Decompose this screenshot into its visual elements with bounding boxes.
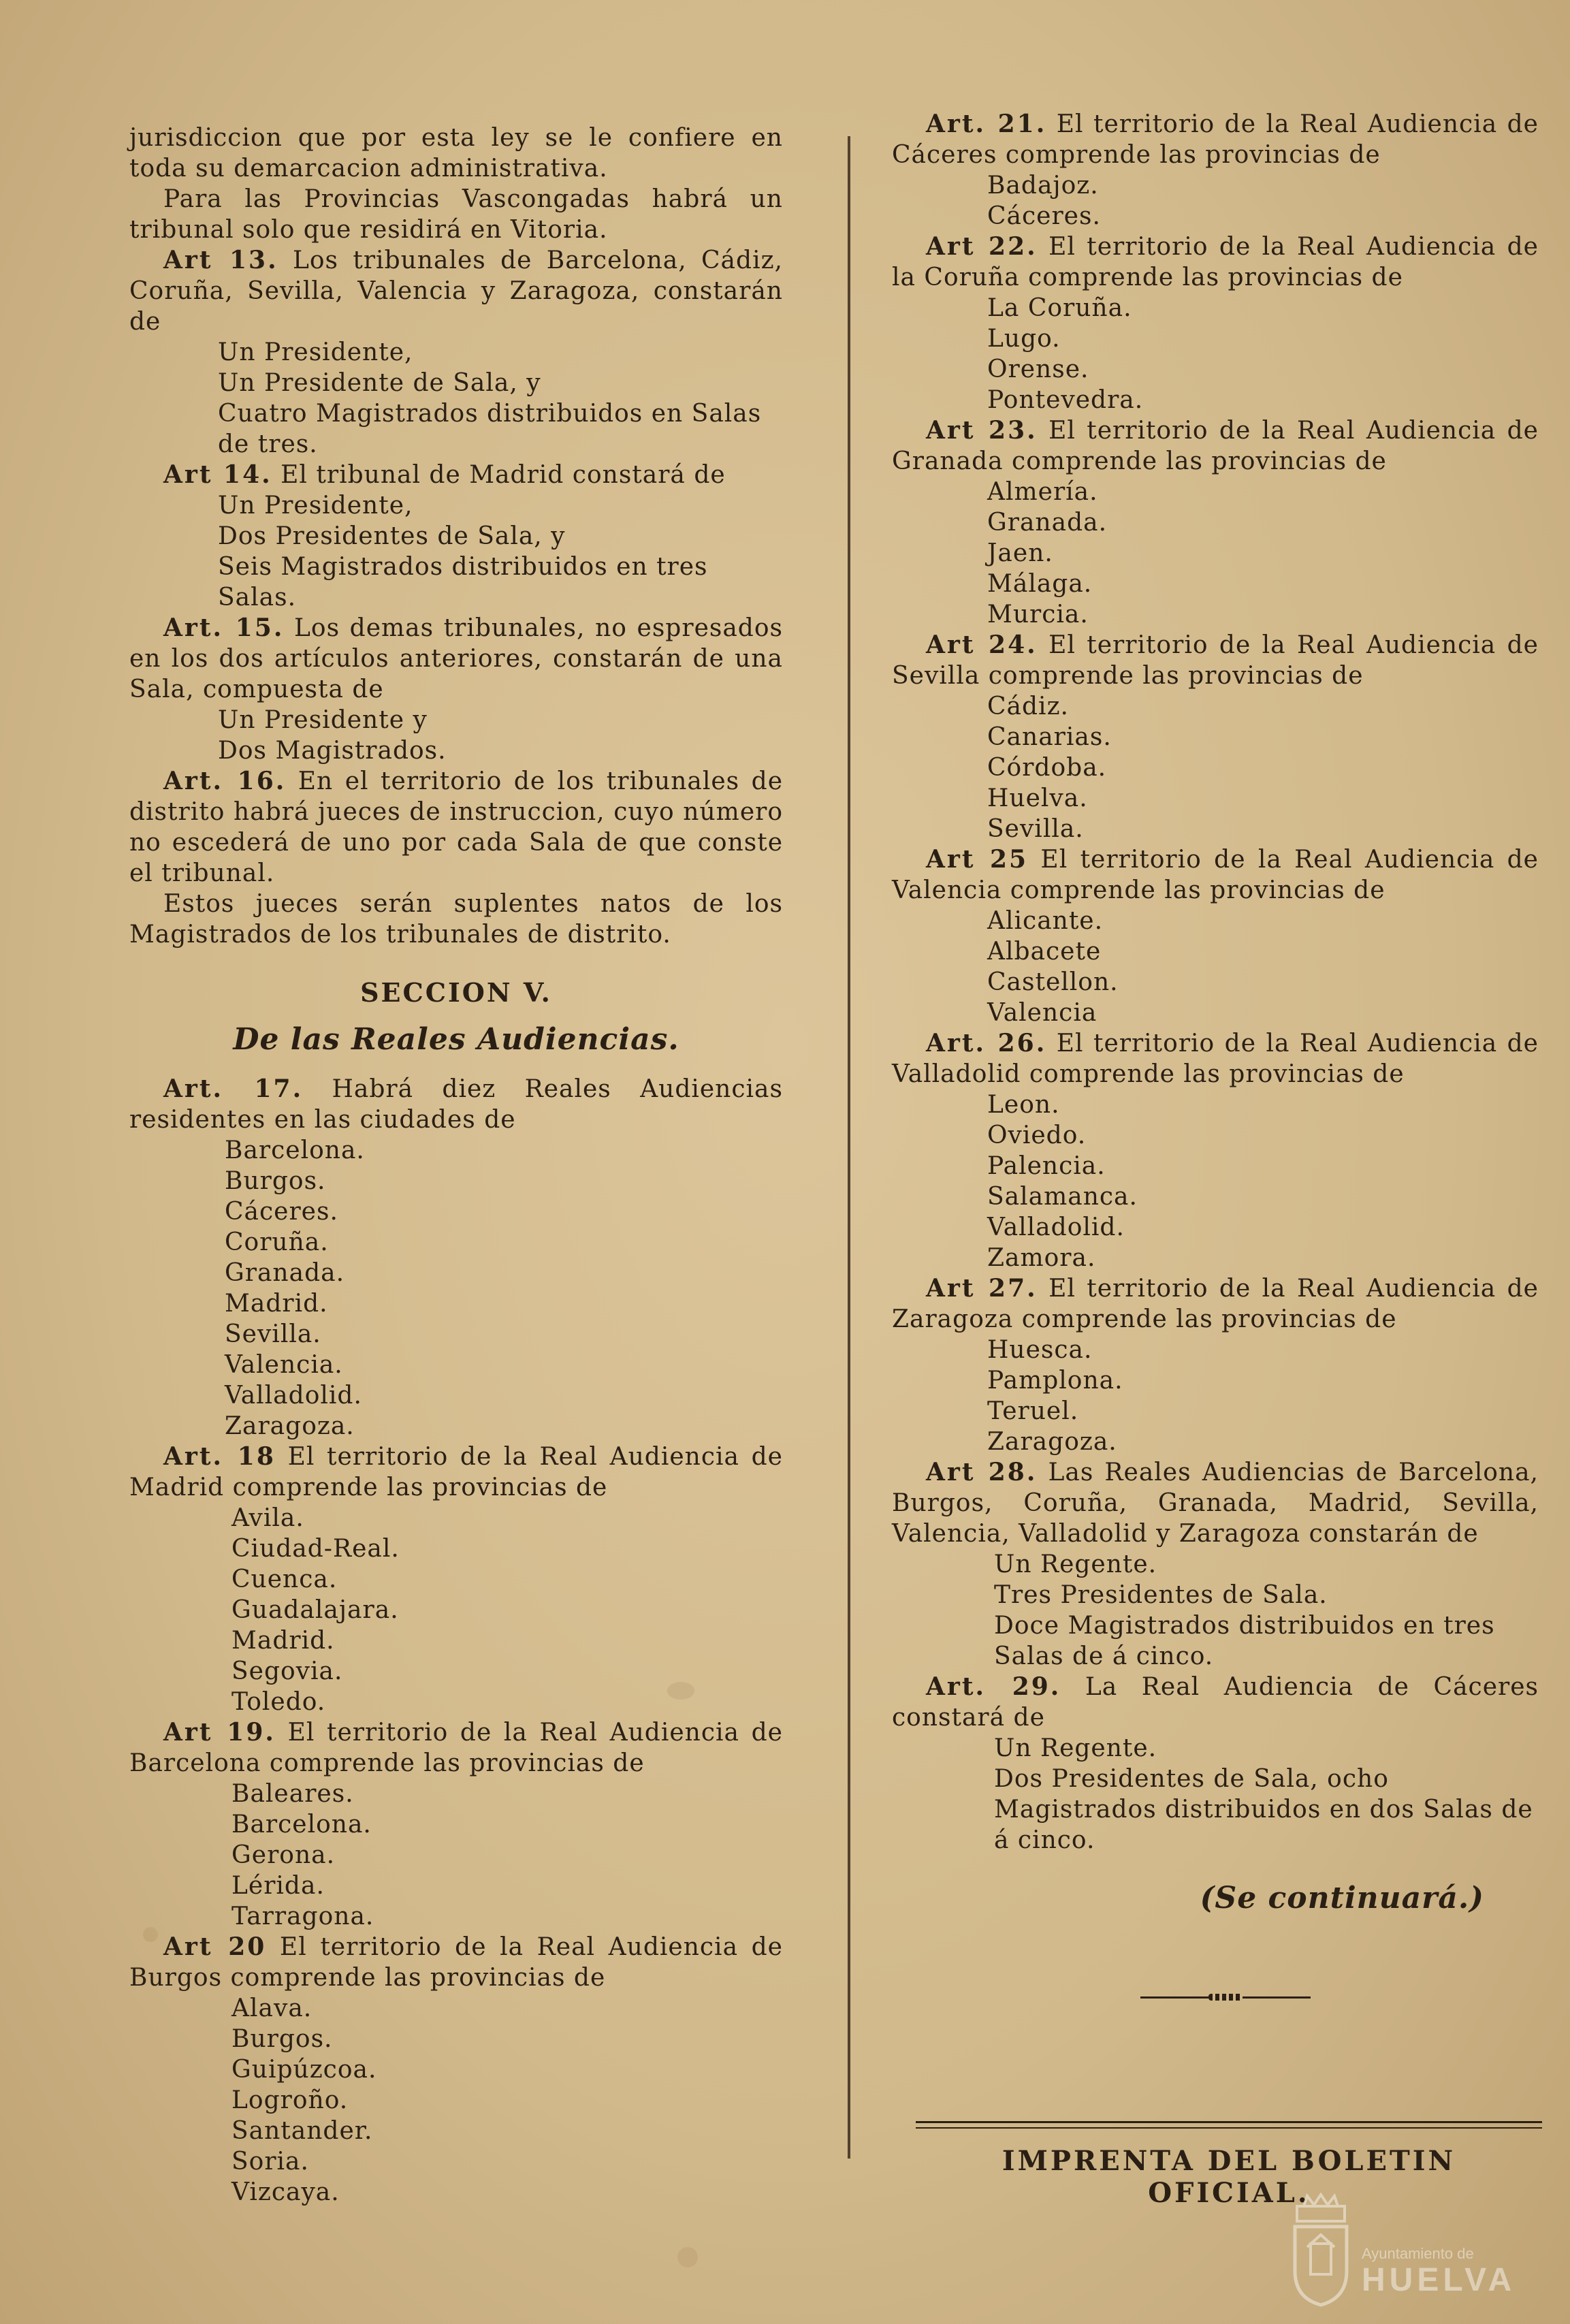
- list-item: Cuenca.: [231, 1565, 338, 1593]
- list-item: Jaen.: [987, 539, 1053, 567]
- list-item: Murcia.: [987, 601, 1089, 628]
- list-item: Burgos.: [225, 1167, 326, 1195]
- list-item: Almería.: [987, 478, 1098, 506]
- article-28: [892, 1457, 1539, 1549]
- list-item: Málaga.: [987, 570, 1093, 598]
- article-text: El territorio de la Real Audiencia de Valladolid comprende las provincias de: [892, 1030, 1539, 1088]
- article-text: Habrá diez Reales Audiencias residentes en las ciudades de: [129, 1075, 783, 1134]
- list-item: Sevilla.: [987, 815, 1084, 843]
- left-column: [129, 123, 783, 2208]
- list-item: Seis Magistrados distribuidos en tres Salas.: [218, 553, 708, 611]
- article-number: Art 23.: [926, 416, 1038, 445]
- list-item: Logroño.: [231, 2086, 349, 2114]
- article-text: El territorio de la Real Audiencia de Valencia comprende las provincias de: [892, 846, 1539, 904]
- article-number: Art 22.: [926, 232, 1038, 261]
- list-item: Orense.: [987, 355, 1089, 383]
- list-item: Soria.: [231, 2148, 309, 2176]
- list-item: Zaragoza.: [987, 1428, 1117, 1456]
- list-item: Tarragona.: [231, 1903, 374, 1930]
- article-24: [892, 630, 1539, 691]
- article-text: El territorio de la Real Audiencia de Sevilla comprende las provincias de: [892, 631, 1539, 690]
- list-item: Dos Presidentes de Sala, y: [218, 522, 566, 550]
- list-item: Cáceres.: [987, 202, 1101, 230]
- watermark-label: HUELVA: [1362, 2262, 1516, 2298]
- list-item: Un Presidente y: [218, 706, 428, 734]
- list-item: Doce Magistrados distribuidos en tres Salas de á cinco.: [994, 1612, 1495, 1670]
- list-item: Pontevedra.: [987, 386, 1144, 414]
- list-item: Teruel.: [987, 1397, 1079, 1425]
- article-22: [892, 232, 1539, 293]
- article-28-list: [892, 1549, 1539, 1672]
- article-number: Art. 21.: [926, 110, 1047, 138]
- article-13-list: [129, 337, 783, 460]
- list-item: Dos Presidentes de Sala, ocho Magistrados distribuidos en dos Salas de á cinco.: [994, 1765, 1533, 1854]
- article-26-list: [892, 1089, 1539, 1273]
- list-item: Cuatro Magistrados distribuidos en Salas de tres.: [218, 400, 762, 458]
- article-14-list: [129, 490, 783, 613]
- article-21: [892, 109, 1539, 170]
- article-25: [892, 844, 1539, 906]
- article-text: El territorio de la Real Audiencia de Madrid comprende las provincias de: [129, 1443, 783, 1501]
- list-item: Santander.: [231, 2117, 373, 2145]
- list-item: Sevilla.: [225, 1320, 321, 1348]
- right-column: [892, 109, 1539, 1913]
- ink-stain: [677, 2247, 698, 2267]
- list-item: Zaragoza.: [225, 1412, 355, 1440]
- article-number: Art. 26.: [926, 1029, 1047, 1057]
- list-item: Dos Magistrados.: [218, 737, 447, 765]
- list-item: Valencia.: [225, 1351, 343, 1379]
- list-item: Burgos.: [231, 2025, 333, 2053]
- article-18: [129, 1442, 783, 1503]
- list-item: Badajoz.: [987, 172, 1099, 200]
- article-text: La Real Audiencia de Cáceres constará de: [892, 1673, 1539, 1732]
- list-item: Oviedo.: [987, 1121, 1087, 1149]
- printer-imprint: IMPRENTA DEL BOLETIN OFICIAL.: [1002, 2145, 1456, 2209]
- section-title: SECCION V.: [360, 977, 552, 1008]
- article-text: En el territorio de los tribunales de distrito habrá jueces de instruccion, cuyo número no escederá de uno por cada Sala de que conste el tribunal.: [129, 767, 783, 887]
- article-text: El tribunal de Madrid constará de: [281, 461, 726, 489]
- list-item: Leon.: [987, 1091, 1060, 1119]
- article-text: El territorio de la Real Audiencia de Cáceres comprende las provincias de: [892, 110, 1539, 169]
- list-item: Lugo.: [987, 325, 1061, 353]
- article-text: Los tribunales de Barcelona, Cádiz, Coruña, Sevilla, Valencia y Zaragoza, constarán de: [129, 246, 783, 336]
- list-item: Lérida.: [231, 1872, 325, 1900]
- list-item: Palencia.: [987, 1152, 1106, 1180]
- paragraph: Para las Provincias Vascongadas habrá un tribunal solo que residirá en Vitoria.: [129, 185, 783, 244]
- article-number: Art. 15.: [163, 614, 285, 642]
- list-item: Ciudad-Real.: [231, 1535, 400, 1563]
- ornament-divider: [1140, 1994, 1311, 2001]
- article-25-list: [892, 906, 1539, 1028]
- list-item: Un Regente.: [994, 1550, 1157, 1578]
- watermark-label-small: Ayuntamiento de: [1362, 2245, 1474, 2262]
- article-18-list: [129, 1503, 783, 1717]
- article-17: [129, 1074, 783, 1135]
- list-item: Huelva.: [987, 784, 1088, 812]
- article-26: [892, 1028, 1539, 1089]
- article-14: [129, 460, 783, 490]
- article-text: Las Reales Audiencias de Barcelona, Burgos, Coruña, Granada, Madrid, Sevilla, Valencia, Valladolid y Zaragoza constarán de: [892, 1459, 1539, 1548]
- list-item: Granada.: [225, 1259, 345, 1287]
- article-24-list: [892, 691, 1539, 844]
- article-number: Art. 17.: [163, 1075, 304, 1103]
- list-item: Vizcaya.: [231, 2178, 340, 2206]
- list-item: Un Presidente de Sala, y: [218, 369, 541, 397]
- article-23: [892, 415, 1539, 477]
- list-item: Valladolid.: [225, 1382, 362, 1410]
- list-item: Valladolid.: [987, 1213, 1125, 1241]
- list-item: La Coruña.: [987, 294, 1132, 322]
- list-item: Avila.: [231, 1504, 304, 1532]
- article-20: [129, 1932, 783, 1993]
- list-item: Un Presidente,: [218, 492, 413, 520]
- list-item: Un Presidente,: [218, 338, 413, 366]
- article-number: Art 19.: [163, 1718, 276, 1747]
- list-item: Valencia: [987, 999, 1098, 1027]
- article-text: Los demas tribunales, no espresados en los dos artículos anteriores, constarán de una Sala, compuesta de: [129, 614, 783, 703]
- paragraph: jurisdiccion que por esta ley se le confiere en toda su demarcacion administrativa.: [129, 124, 783, 182]
- article-27-list: [892, 1335, 1539, 1457]
- list-item: Pamplona.: [987, 1367, 1123, 1395]
- list-item: Zamora.: [987, 1244, 1096, 1272]
- list-item: Salamanca.: [987, 1183, 1138, 1211]
- list-item: Alicante.: [987, 907, 1104, 935]
- article-15-list: [129, 705, 783, 766]
- archive-watermark: [1287, 2189, 1518, 2312]
- list-item: Huesca.: [987, 1336, 1093, 1364]
- list-item: Barcelona.: [225, 1136, 365, 1164]
- continuation-note: (Se continuará.): [1200, 1881, 1484, 1915]
- list-item: Toledo.: [231, 1688, 326, 1716]
- crest-icon: [1287, 2193, 1355, 2308]
- list-item: Cáceres.: [225, 1198, 338, 1226]
- article-number: Art 13.: [163, 246, 278, 274]
- article-number: Art 20: [163, 1932, 267, 1961]
- article-number: Art. 18: [163, 1442, 276, 1471]
- article-text: El territorio de la Real Audiencia de Burgos comprende las provincias de: [129, 1933, 783, 1992]
- list-item: Granada.: [987, 509, 1108, 537]
- article-27: [892, 1273, 1539, 1335]
- list-item: Tres Presidentes de Sala.: [994, 1581, 1328, 1609]
- article-text: El territorio de la Real Audiencia de Granada comprende las provincias de: [892, 417, 1539, 475]
- article-17-list: [129, 1135, 783, 1442]
- column-divider: [848, 136, 850, 2159]
- article-number: Art. 16.: [163, 767, 287, 795]
- list-item: Coruña.: [225, 1228, 329, 1256]
- section-subtitle: De las Reales Audiencias.: [233, 1022, 679, 1057]
- article-number: Art 14.: [163, 460, 272, 489]
- article-number: Art 25: [926, 845, 1029, 874]
- paragraph: Estos jueces serán suplentes natos de los Magistrados de los tribunales de distrito.: [129, 890, 783, 949]
- list-item: Madrid.: [231, 1627, 335, 1655]
- article-text: El territorio de la Real Audiencia de Barcelona comprende las provincias de: [129, 1719, 783, 1777]
- article-22-list: [892, 293, 1539, 415]
- article-number: Art. 29.: [926, 1672, 1061, 1701]
- list-item: Un Regente.: [994, 1734, 1157, 1762]
- list-item: Baleares.: [231, 1780, 354, 1808]
- footer-rule: [916, 2121, 1542, 2129]
- list-item: Gerona.: [231, 1841, 336, 1869]
- article-20-list: [129, 1993, 783, 2208]
- list-item: Guipúzcoa.: [231, 2056, 377, 2084]
- list-item: Madrid.: [225, 1290, 328, 1318]
- list-item: Albacete: [987, 938, 1102, 966]
- list-item: Alava.: [231, 1994, 313, 2022]
- article-text: El territorio de la Real Audiencia de la Coruña comprende las provincias de: [892, 233, 1539, 291]
- list-item: Guadalajara.: [231, 1596, 399, 1624]
- article-23-list: [892, 477, 1539, 630]
- article-number: Art 27.: [926, 1274, 1038, 1303]
- list-item: Córdoba.: [987, 754, 1107, 782]
- article-29: [892, 1672, 1539, 1733]
- article-16: [129, 766, 783, 889]
- article-13: [129, 245, 783, 337]
- article-number: Art 28.: [926, 1458, 1038, 1486]
- article-19: [129, 1717, 783, 1779]
- article-15: [129, 613, 783, 705]
- article-text: El territorio de la Real Audiencia de Zaragoza comprende las provincias de: [892, 1275, 1539, 1333]
- article-19-list: [129, 1779, 783, 1932]
- list-item: Segovia.: [231, 1657, 343, 1685]
- article-21-list: [892, 170, 1539, 232]
- list-item: Barcelona.: [231, 1811, 372, 1838]
- list-item: Cádiz.: [987, 693, 1069, 720]
- article-29-list: [892, 1733, 1539, 1856]
- list-item: Castellon.: [987, 968, 1119, 996]
- list-item: Canarias.: [987, 723, 1112, 751]
- article-number: Art 24.: [926, 631, 1038, 659]
